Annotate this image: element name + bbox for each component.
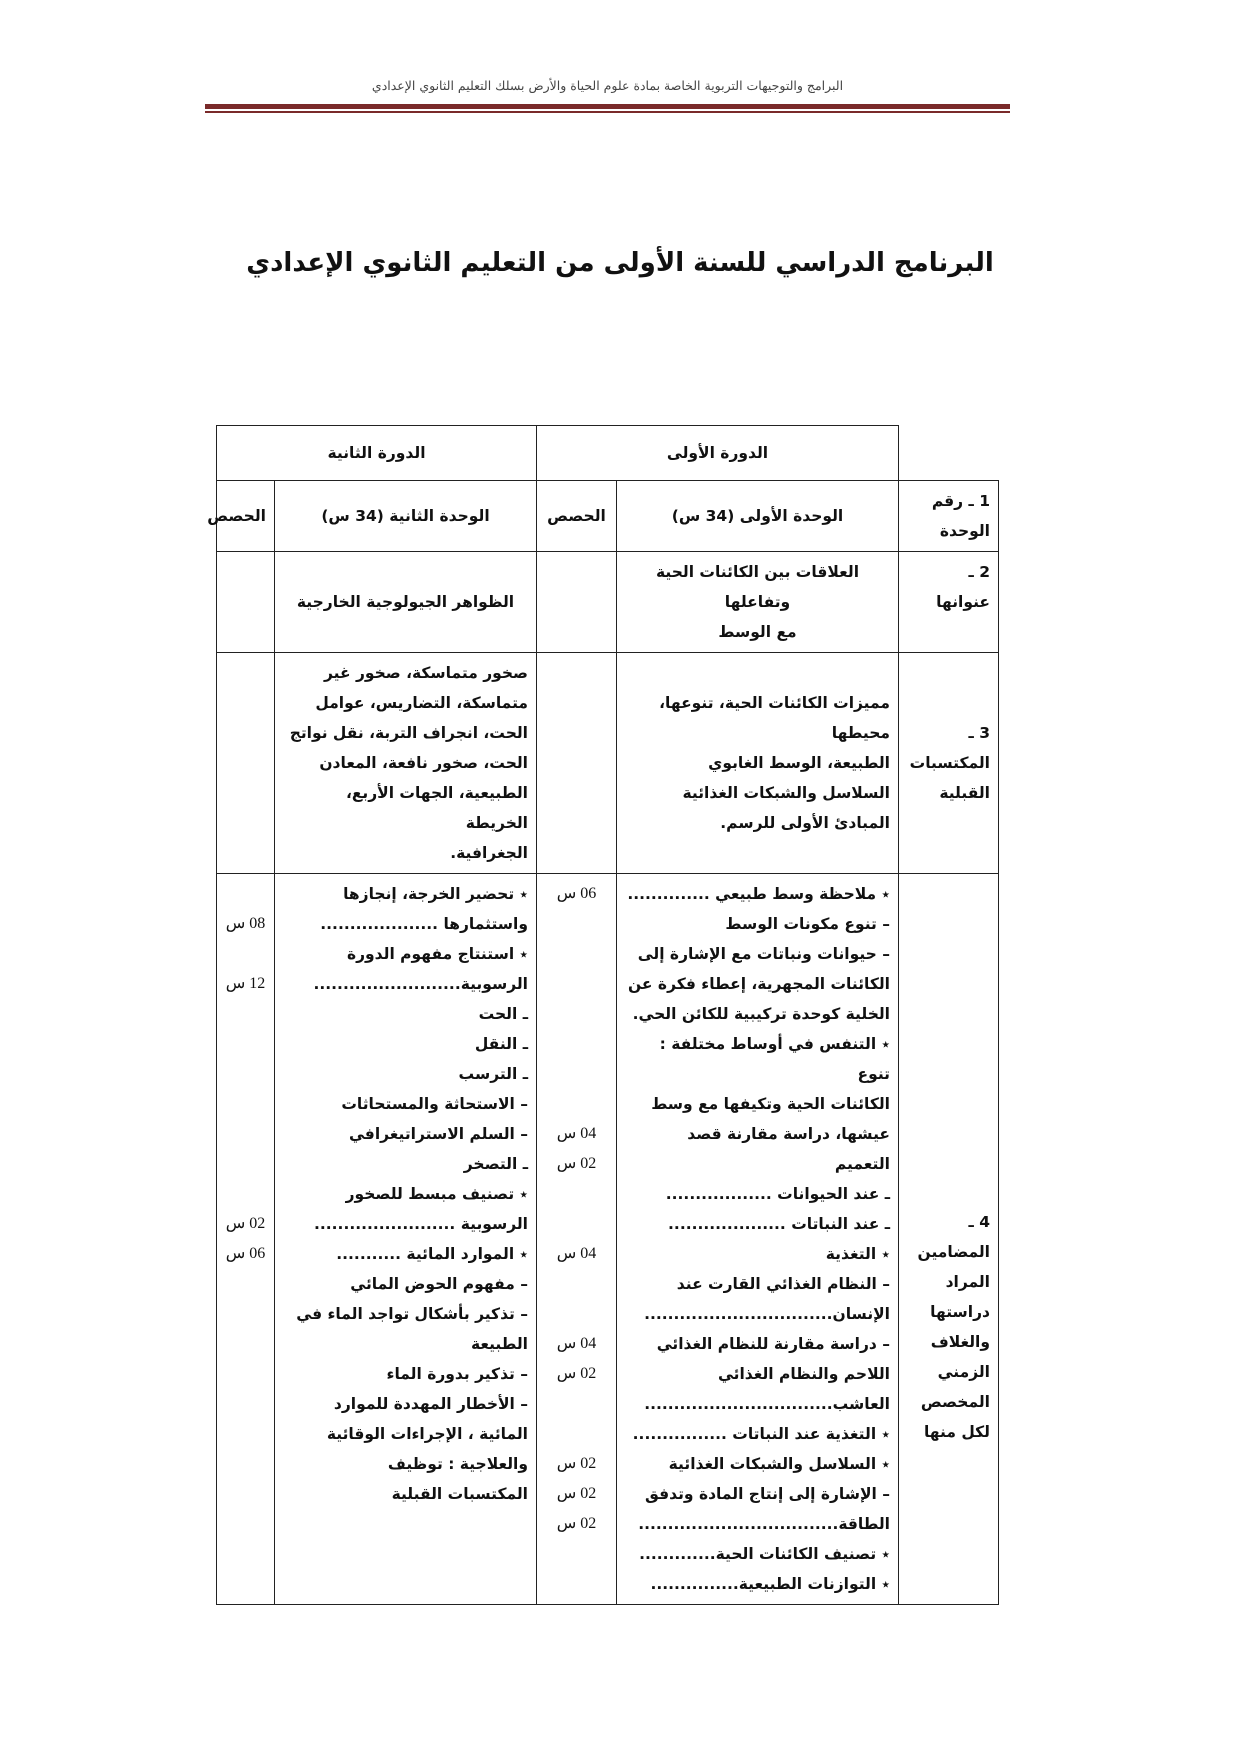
text-line: الطبيعة — [470, 1335, 528, 1353]
text-line: – الإشارة إلى إنتاج المادة وتدفق — [645, 1485, 890, 1503]
text-line — [545, 1539, 608, 1569]
unit1-prior-periods — [537, 653, 617, 874]
text-line — [225, 1329, 266, 1359]
text-line — [545, 1299, 608, 1329]
text-line: 02 س — [225, 1215, 266, 1232]
text-line: المكتسبات القبلية — [391, 1485, 528, 1503]
text-line: التعميم — [834, 1155, 890, 1173]
text-line: 02 س — [556, 1455, 597, 1472]
text-line: متماسكة، التضاريس، عوامل — [315, 694, 528, 712]
unit1-title-periods — [537, 552, 617, 653]
text-line: 06 س — [556, 885, 597, 902]
text-line: 02 س — [556, 1515, 597, 1532]
text-line: ٭ التنفس في أوساط مختلفة : تنوع — [659, 1035, 890, 1083]
text-line: – دراسة مقارنة للنظام الغذائي — [656, 1335, 890, 1353]
text-line: الزمني — [937, 1362, 990, 1381]
text-line: اللاحم والنظام الغذائي — [717, 1365, 890, 1383]
unit2-title: الظواهر الجيولوجية الخارجية — [275, 552, 537, 653]
text-line — [225, 1269, 266, 1299]
text-line — [225, 939, 266, 969]
title-row — [217, 552, 999, 653]
row4-label — [899, 874, 999, 1605]
text-line — [545, 939, 608, 969]
text-line: الخلية كوحدة تركيبية للكائن الحي. — [632, 1005, 890, 1023]
text-line — [545, 969, 608, 999]
text-line: ٭ التوازنات الطبيعية............... — [650, 1575, 890, 1593]
text-line — [545, 1029, 608, 1059]
text-line: ـ الحت — [478, 1005, 528, 1023]
row3-label: 3 ـ المكتسبات القبلية — [899, 653, 999, 874]
text-line: 02 س — [556, 1155, 597, 1172]
text-line: والغلاف — [930, 1332, 990, 1351]
text-line: دراستها — [930, 1302, 990, 1321]
text-line: الكائنات المجهرية، إعطاء فكرة عن — [627, 975, 890, 993]
page-title: البرنامج الدراسي للسنة الأولى من التعليم الثانوي الإعدادي — [246, 248, 994, 278]
text-line: ٭ السلاسل والشبكات الغذائية — [668, 1455, 890, 1473]
text-line — [545, 1389, 608, 1419]
text-line: ٭ التغذية عند النباتات ................ — [632, 1425, 890, 1443]
text-line: الطبيعة، الوسط الغابوي — [708, 754, 890, 772]
text-line: 12 س — [225, 975, 266, 992]
text-line — [225, 1089, 266, 1119]
text-line — [545, 1419, 608, 1449]
text-line — [225, 1149, 266, 1179]
text-line — [545, 1179, 608, 1209]
text-line — [545, 1209, 608, 1239]
text-line: ٭ ملاحظة وسط طبيعي .............. — [627, 885, 890, 903]
text-line: – السلم الاستراتيغرافي — [349, 1125, 528, 1143]
text-line: 08 س — [225, 915, 266, 932]
text-line: والعلاجية : توظيف — [387, 1455, 528, 1473]
text-line: واستثمارها .................... — [320, 915, 528, 933]
text-line: المخصص — [920, 1392, 990, 1411]
unit2-title-periods — [217, 552, 275, 653]
text-line: الجغرافية. — [450, 844, 528, 862]
text-line: الحت، انجراف التربة، نقل نواتج — [289, 724, 528, 742]
text-line: 04 س — [556, 1125, 597, 1142]
text-line: ـ عند الحيوانات .................. — [665, 1185, 890, 1203]
text-line — [225, 1359, 266, 1389]
text-line: ـ عند النباتات .................... — [668, 1215, 890, 1233]
header-rule-thin — [205, 111, 1010, 113]
text-line: ـ التصخر — [463, 1155, 528, 1173]
text-line: 02 س — [556, 1485, 597, 1502]
unit2-prior — [275, 653, 537, 874]
unit1-periods-header: الحصص — [537, 481, 617, 552]
text-line: 06 س — [225, 1245, 266, 1262]
text-line: – تذكير بدورة الماء — [386, 1365, 528, 1383]
text-line: محيطها — [831, 724, 890, 742]
term2-header: الدورة الثانية — [217, 426, 537, 481]
text-line — [545, 1059, 608, 1089]
text-line: الطبيعية، الجهات الأربع، الخريطة — [345, 784, 528, 832]
content-row — [217, 874, 999, 1605]
text-line — [225, 879, 266, 909]
header-rule — [205, 104, 1010, 109]
text-line: مميزات الكائنات الحية، تنوعها، — [659, 694, 890, 712]
text-line: ـ النقل — [474, 1035, 528, 1053]
unit2-periods-header: الحصص — [217, 481, 275, 552]
corner-cell — [899, 426, 999, 481]
prior-knowledge-row — [217, 653, 999, 874]
text-line: 02 س — [556, 1365, 597, 1382]
text-line: – الأخطار المهددة للموارد — [333, 1395, 528, 1413]
unit2-content — [275, 874, 537, 1605]
text-line — [545, 1269, 608, 1299]
text-line: 4 ـ — [968, 1212, 990, 1231]
program-table — [207, 425, 999, 1605]
text-line: صخور متماسكة، صخور غير — [323, 664, 528, 682]
unit1-prior — [617, 653, 899, 874]
text-line: المائية ، الإجراءات الوقائية — [326, 1425, 528, 1443]
running-header: البرامج والتوجيهات التربوية الخاصة بمادة علوم الحياة والأرض بسلك التعليم الثانوي الإعدادي — [371, 78, 844, 93]
text-line: – مفهوم الحوض المائي — [350, 1275, 528, 1293]
text-line — [545, 1089, 608, 1119]
text-line: المراد — [945, 1272, 990, 1291]
text-line: ٭ استنتاج مفهوم الدورة — [346, 945, 528, 963]
row1-label: 1 ـ رقم الوحدة — [899, 481, 999, 552]
text-line: الرسوبية ........................ — [314, 1215, 528, 1233]
unit2-prior-periods — [217, 653, 275, 874]
text-line: عيشها، دراسة مقارنة قصد — [687, 1125, 890, 1143]
unit2-cell: الوحدة الثانية (34 س) — [275, 481, 537, 552]
text-line: ٭ الموارد المائية ........... — [336, 1245, 528, 1263]
text-line — [225, 1479, 266, 1509]
text-line — [545, 909, 608, 939]
text-line: العاشب................................ — [644, 1395, 890, 1413]
text-line: – الاستحاثة والمستحاثات — [341, 1095, 528, 1113]
text-line — [225, 1029, 266, 1059]
text-line: – حيوانات ونباتات مع الإشارة إلى — [637, 945, 890, 963]
text-line: المضامين — [917, 1242, 990, 1261]
term-header-row — [217, 426, 999, 481]
text-line: – النظام الغذائي القارت عند — [676, 1275, 890, 1293]
text-line: الطاقة.................................. — [638, 1515, 890, 1533]
text-line — [225, 1179, 266, 1209]
text-line — [545, 999, 608, 1029]
text-line — [225, 1299, 266, 1329]
text-line: – تذكير بأشكال تواجد الماء في — [296, 1305, 528, 1323]
unit1-title: العلاقات بين الكائنات الحية وتفاعلها مع الوسط — [617, 552, 899, 653]
text-line: السلاسل والشبكات الغذائية — [682, 784, 890, 802]
text-line: الرسوبية......................... — [313, 975, 528, 993]
text-line: الإنسان................................ — [644, 1305, 890, 1323]
text-line — [225, 1449, 266, 1479]
text-line — [225, 999, 266, 1029]
row2-label: 2 ـ عنوانها — [899, 552, 999, 653]
text-line: المبادئ الأولى للرسم. — [720, 814, 890, 832]
text-line — [225, 1389, 266, 1419]
text-line: ـ الترسب — [458, 1065, 528, 1083]
unit1-content-periods — [537, 874, 617, 1605]
unit1-content — [617, 874, 899, 1605]
text-line: ٭ تصنيف مبسط للصخور — [345, 1185, 528, 1203]
text-line — [225, 1419, 266, 1449]
term1-header: الدورة الأولى — [537, 426, 899, 481]
text-line: ٭ تحضير الخرجة، إنجازها — [343, 885, 528, 903]
text-line: ٭ تصنيف الكائنات الحية............. — [639, 1545, 890, 1563]
text-line: 04 س — [556, 1335, 597, 1352]
unit-row — [217, 481, 999, 552]
unit2-content-periods — [217, 874, 275, 1605]
text-line: 04 س — [556, 1245, 597, 1262]
text-line: ٭ التغذية — [825, 1245, 890, 1263]
text-line: لكل منها — [923, 1422, 990, 1441]
text-line: الكائنات الحية وتكيفها مع وسط — [651, 1095, 890, 1113]
text-line: – تنوع مكونات الوسط — [725, 915, 890, 933]
text-line: الحت، صخور نافعة، المعادن — [319, 754, 528, 772]
unit1-cell: الوحدة الأولى (34 س) — [617, 481, 899, 552]
text-line — [225, 1119, 266, 1149]
text-line — [225, 1059, 266, 1089]
